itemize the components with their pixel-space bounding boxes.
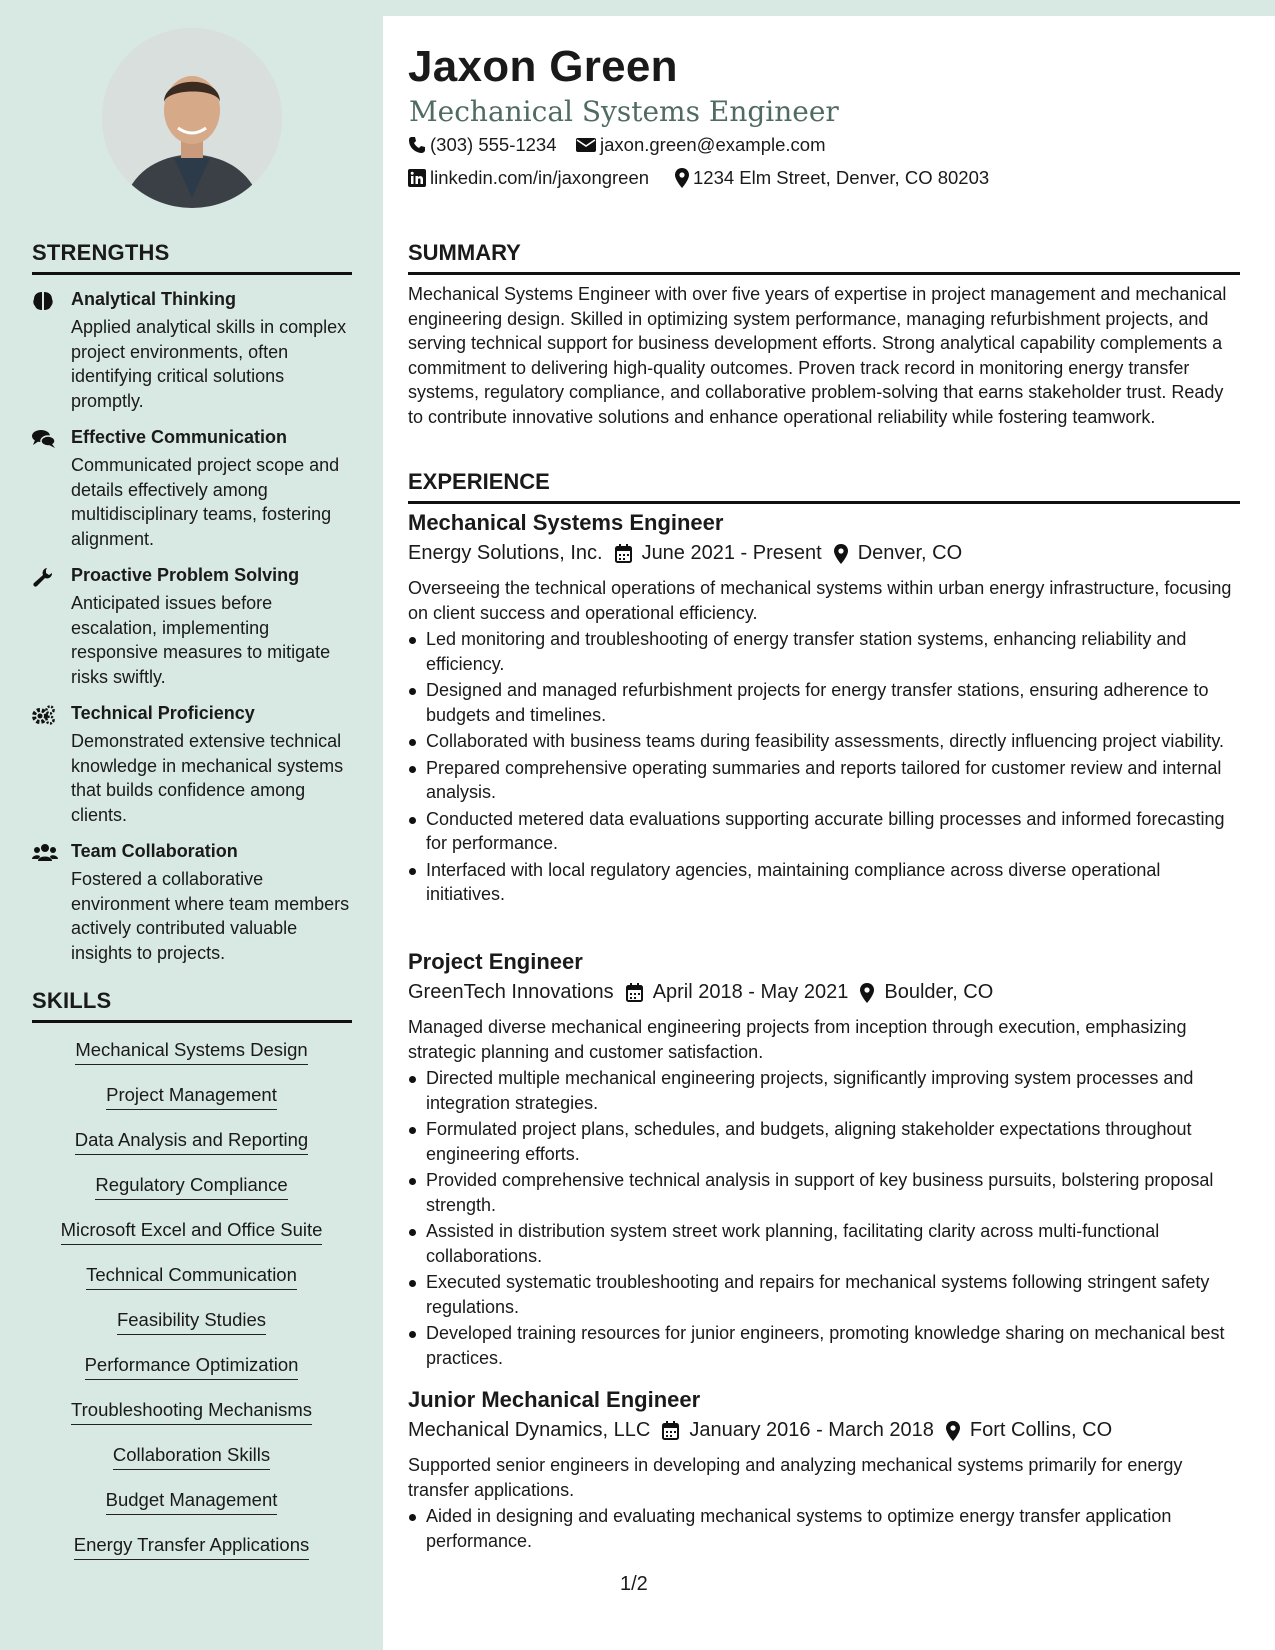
candidate-title: Mechanical Systems Engineer [409,95,839,128]
job-location: Denver, CO [857,542,963,564]
top-band [0,0,1275,16]
skill-item: Feasibility Studies [0,1309,383,1335]
linkedin-icon [408,169,426,187]
skills-heading: SKILLS [32,988,352,1023]
job-bullets [408,1504,1240,1555]
comments-icon [32,429,56,451]
strength-title: Proactive Problem Solving [71,565,300,585]
phone-icon [408,136,426,154]
job-bullet: Aided in designing and evaluating mechanical systems to optimize energy transfer application performance. [408,1504,1240,1553]
strength-title: Analytical Thinking [71,289,237,309]
envelope-icon [576,137,596,153]
job-bullet: Collaborated with business teams during feasibility assessments, directly influencing project viability. [408,729,1240,754]
job-bullet: Developed training resources for junior engineers, promoting knowledge sharing on mechanical best practices. [408,1321,1240,1370]
strength-title: Technical Proficiency [71,703,255,723]
phone-text: (303) 555-1234 [430,134,557,155]
job-dates: April 2018 - May 2021 [652,981,849,1003]
address-contact [675,167,989,189]
users-icon [32,843,56,865]
strength-description: Communicated project scope and details effectively among multidisciplinary teams, fostering alignment. [71,455,340,549]
job-intro: Overseeing the technical operations of mechanical systems within urban energy infrastructure, focusing on client success and operational efficiency. [408,578,1232,623]
job-bullet: Prepared comprehensive operating summaries and reports tailored for customer review and internal analysis. [408,756,1240,805]
job-bullet: Executed systematic troubleshooting and repairs for mechanical systems following stringent safety regulations. [408,1270,1240,1319]
location-pin-icon [860,983,874,1003]
strength-description: Applied analytical skills in complex project environments, often identifying critical solutions promptly. [71,317,347,411]
job-role: Junior Mechanical Engineer [408,1387,701,1412]
skill-item: Technical Communication [0,1264,383,1290]
strength-title: Team Collaboration [71,841,238,861]
job-role: Mechanical Systems Engineer [408,510,724,535]
address-text: 1234 Elm Street, Denver, CO 80203 [693,167,990,188]
job-company: GreenTech Innovations [408,981,614,1003]
job-bullet: Led monitoring and troubleshooting of energy transfer station systems, enhancing reliability and efficiency. [408,627,1240,676]
location-pin-icon [834,544,848,564]
job-bullet: Assisted in distribution system street work planning, facilitating clarity across multi-functional collaborations. [408,1219,1240,1268]
skill-item: Performance Optimization [0,1354,383,1380]
job-dates: June 2021 - Present [641,542,822,564]
job-bullets [408,1066,1240,1372]
gears-icon [32,705,56,727]
calendar-icon [626,983,643,1002]
job-bullets [408,627,1240,909]
job-location: Boulder, CO [884,981,994,1003]
job-bullet: Designed and managed refurbishment projects for energy transfer stations, ensuring adherence to budgets and timelines. [408,678,1240,727]
skill-item: Data Analysis and Reporting [0,1129,383,1155]
location-pin-icon [675,168,689,188]
linkedin-text: linkedin.com/in/jaxongreen [430,167,650,188]
skill-item: Regulatory Compliance [0,1174,383,1200]
job-bullet: Provided comprehensive technical analysis in support of key business pursuits, bolstering proposal strength. [408,1168,1240,1217]
experience-heading: EXPERIENCE [408,469,1240,504]
email-contact[interactable] [576,134,825,156]
page-number: 1/2 [620,1573,648,1595]
wrench-icon [32,567,56,589]
strength-description: Demonstrated extensive technical knowledge in mechanical systems that builds confidence among clients. [71,731,344,825]
skill-item: Collaboration Skills [0,1444,383,1470]
job-dates: January 2016 - March 2018 [689,1419,934,1441]
skill-item: Troubleshooting Mechanisms [0,1399,383,1425]
job-company: Mechanical Dynamics, LLC [408,1419,651,1441]
job-meta [408,542,962,565]
job-bullet: Interfaced with local regulatory agencies, maintaining compliance across diverse operational initiatives. [408,858,1240,907]
profile-photo [102,28,282,208]
job-intro: Supported senior engineers in developing and analyzing mechanical systems primarily for energy transfer applications. [408,1455,1183,1500]
strength-description: Fostered a collaborative environment where team members actively contributed valuable insights to projects. [71,869,350,963]
job-location: Fort Collins, CO [969,1419,1113,1441]
location-pin-icon [946,1421,960,1441]
strength-description: Anticipated issues before escalation, implementing responsive measures to mitigate risks swiftly. [71,593,331,687]
strengths-heading: STRENGTHS [32,240,352,275]
strength-title: Effective Communication [71,427,288,447]
job-bullet: Conducted metered data evaluations supporting accurate billing processes and informed forecasting for performance. [408,807,1240,856]
job-meta [408,1419,1112,1442]
candidate-name: Jaxon Green [408,42,678,91]
email-text: jaxon.green@example.com [600,134,826,155]
phone-contact [408,134,557,156]
job-bullet: Formulated project plans, schedules, and budgets, aligning stakeholder expectations throughout engineering efforts. [408,1117,1240,1166]
job-meta [408,981,993,1004]
skill-item: Budget Management [0,1489,383,1515]
skill-item: Mechanical Systems Design [0,1039,383,1065]
linkedin-contact[interactable] [408,167,649,189]
skill-item: Microsoft Excel and Office Suite [0,1219,383,1245]
job-bullet: Directed multiple mechanical engineering projects, significantly improving system processes and integration strategies. [408,1066,1240,1115]
calendar-icon [615,544,632,563]
skill-item: Project Management [0,1084,383,1110]
job-company: Energy Solutions, Inc. [408,542,603,564]
skill-item: Energy Transfer Applications [0,1534,383,1560]
brain-icon [32,291,56,313]
calendar-icon [662,1421,679,1440]
job-role: Project Engineer [408,949,583,974]
job-intro: Managed diverse mechanical engineering projects from inception through execution, emphasizing strategic planning and customer satisfaction. [408,1017,1187,1062]
summary-heading: SUMMARY [408,240,1240,275]
summary-text: Mechanical Systems Engineer with over five years of expertise in project management and mechanical engineering design. Skilled in optimizing system performance, managing refurbishment projects, and serving technical support for business development efforts. Strong analytical capability complements a commitment to delivering high-quality outcomes. Proven track record in monitoring energy transfer systems, regulatory compliance, and collaborative problem-solving that earns stakeholder trust. Ready to contribute innovative solutions and enhance operational reliability while fostering teamwork. [408,284,1227,427]
